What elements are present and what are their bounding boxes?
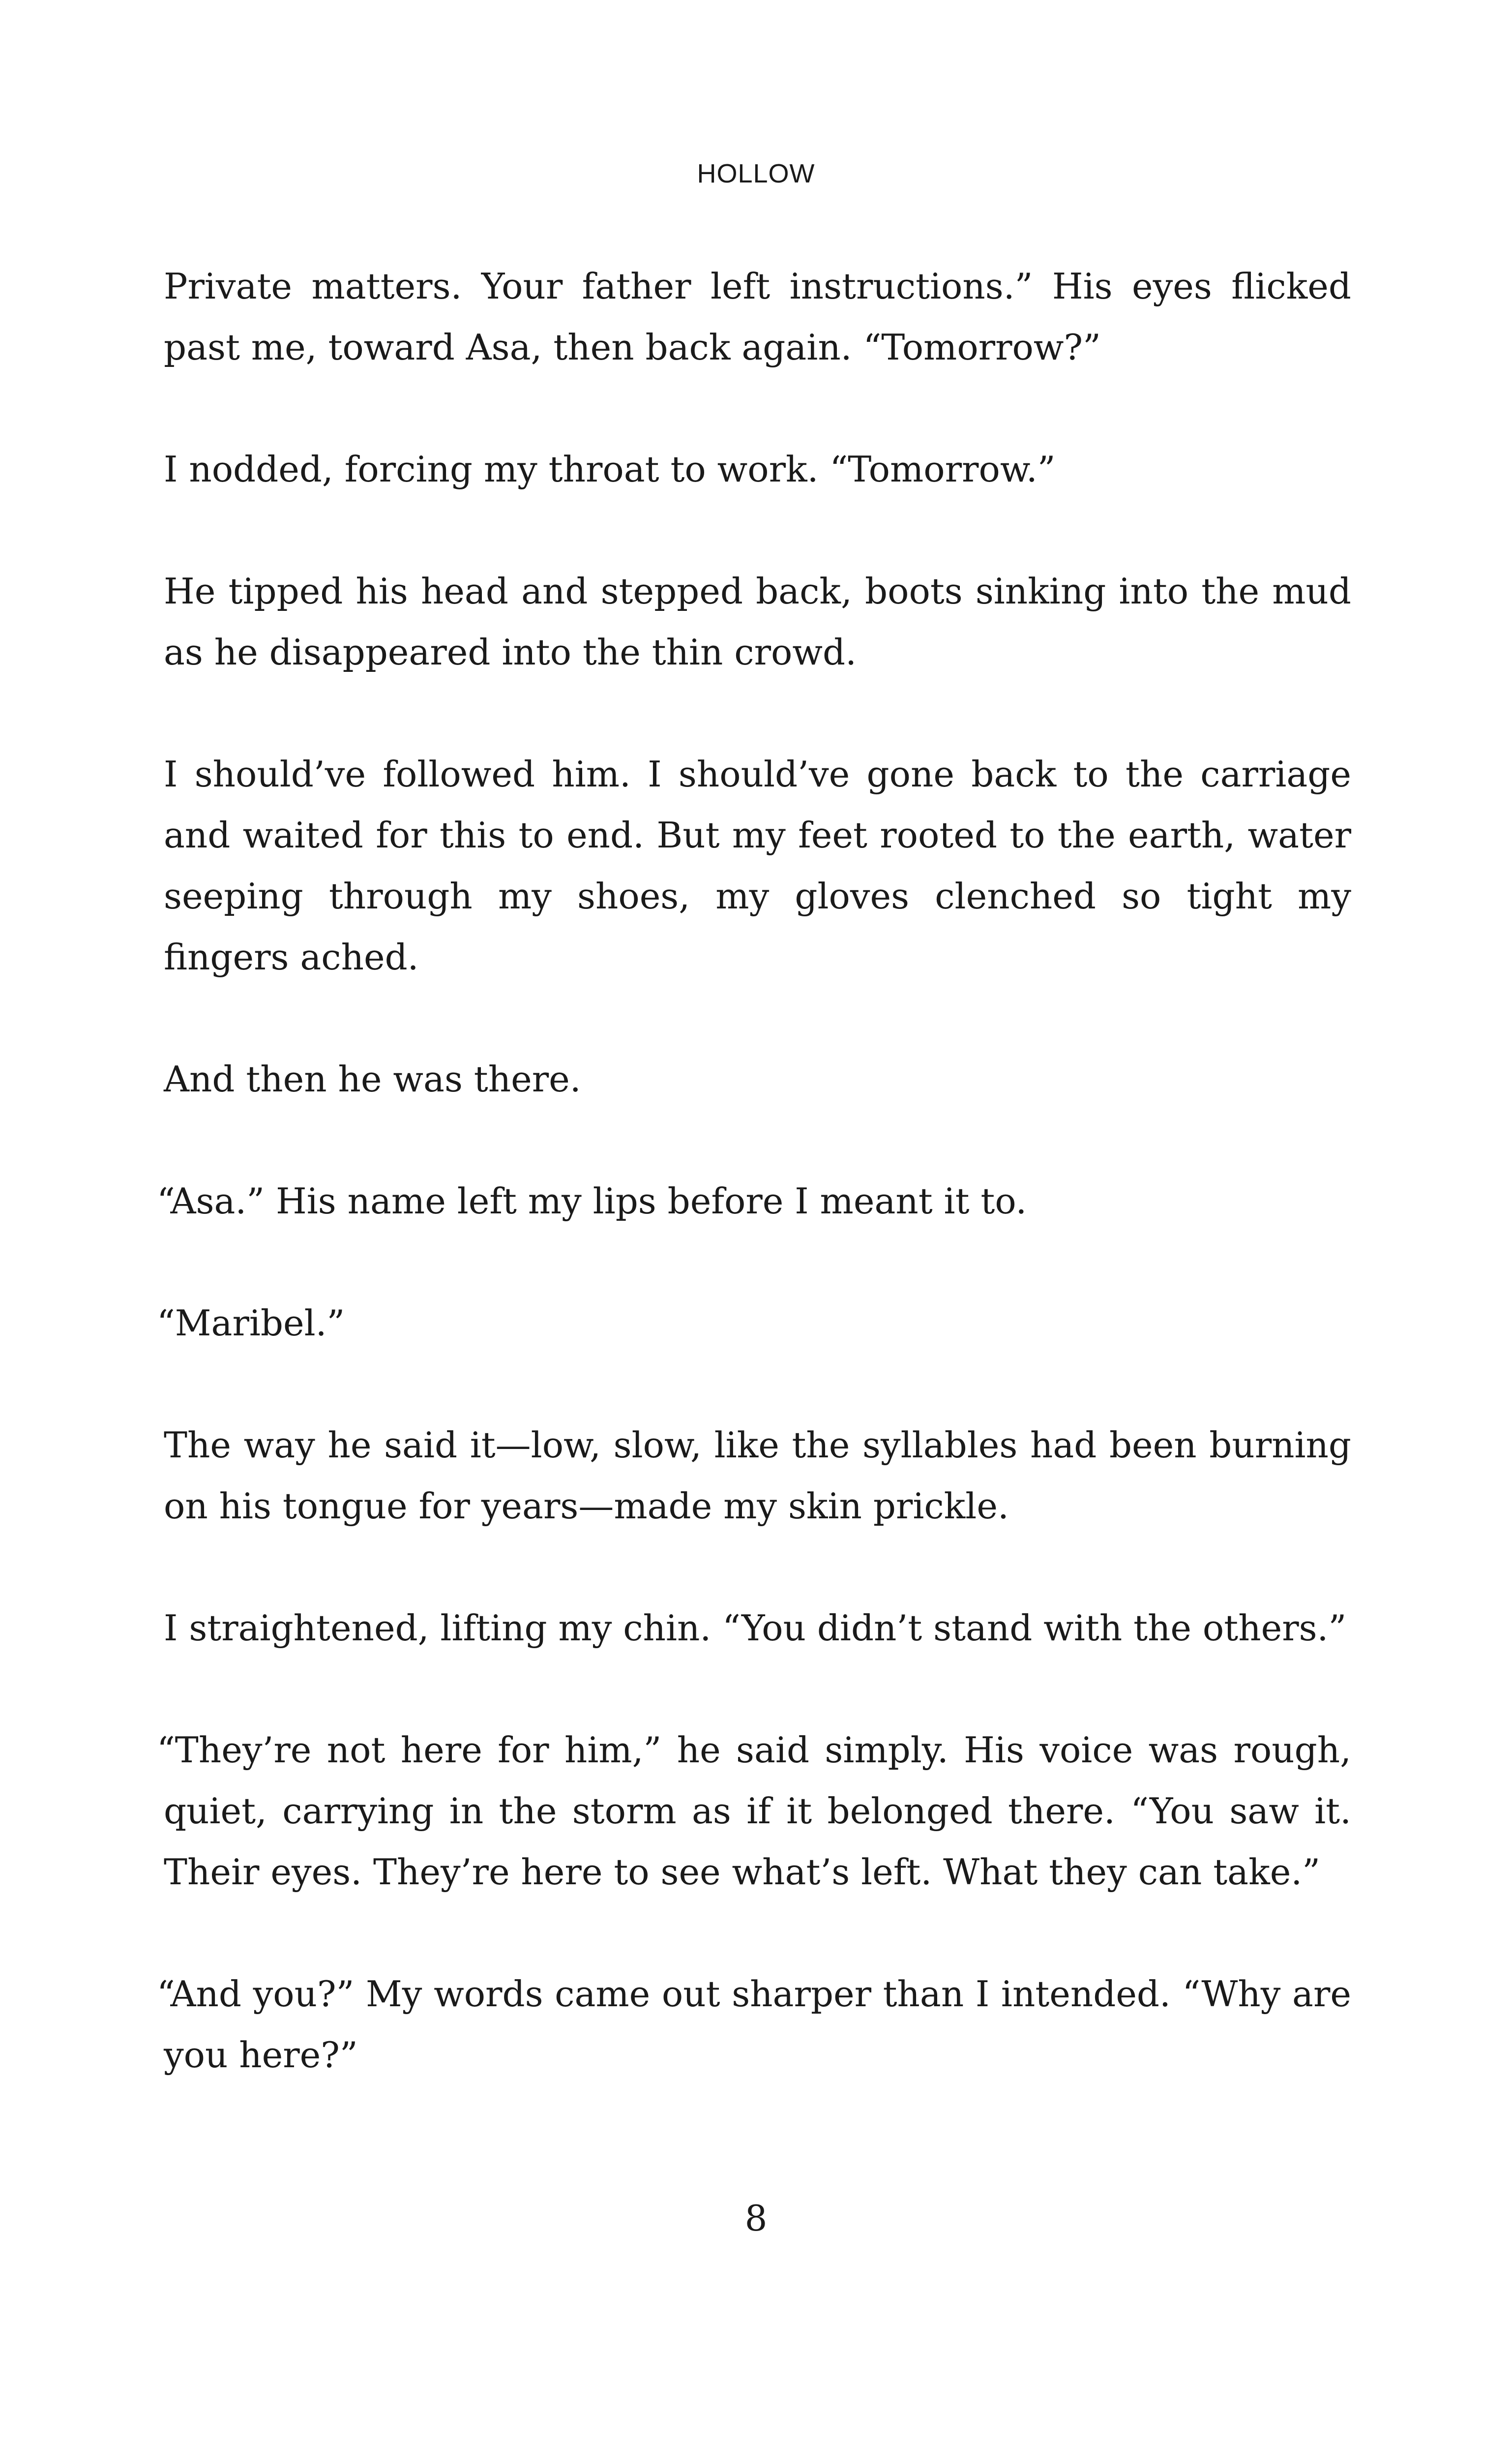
paragraph: “Asa.” His name left my lips before I meant it to.: [157, 1180, 1027, 1222]
paragraph: He tipped his head and stepped back, boots sinking into the mud as he disappeared into the thin crowd.: [164, 571, 1351, 673]
paragraph: I straightened, lifting my chin. “You didn’t stand with the others.”: [164, 1607, 1347, 1649]
paragraph: I should’ve followed him. I should’ve gone back to the carriage and waited for this to end. But my feet rooted to the earth, water seeping through my shoes, my gloves clenched so tight my fingers ached.: [164, 754, 1351, 978]
paragraph: And then he was there.: [164, 1058, 581, 1100]
page-number: 8: [744, 2198, 768, 2239]
paragraph: I nodded, forcing my throat to work. “Tomorrow.”: [164, 449, 1056, 490]
paragraph: The way he said it—low, slow, like the syllables had been burning on his tongue for years—made my skin prickle.: [164, 1424, 1351, 1527]
body-text: [157, 256, 1351, 2146]
running-header: HOLLOW: [697, 159, 815, 188]
paragraph: “They’re not here for him,” he said simply. His voice was rough, quiet, carrying in the storm as if it belonged there. “You saw it. Their eyes. They’re here to see what’s left. What they can take.”: [157, 1729, 1351, 1893]
paragraph: Private matters. Your father left instructions.” His eyes flicked past me, toward Asa, then back again. “Tomorrow?”: [164, 266, 1351, 368]
paragraph: “And you?” My words came out sharper than I intended. “Why are you here?”: [157, 1973, 1351, 2076]
paragraph: “Maribel.”: [157, 1302, 345, 1344]
